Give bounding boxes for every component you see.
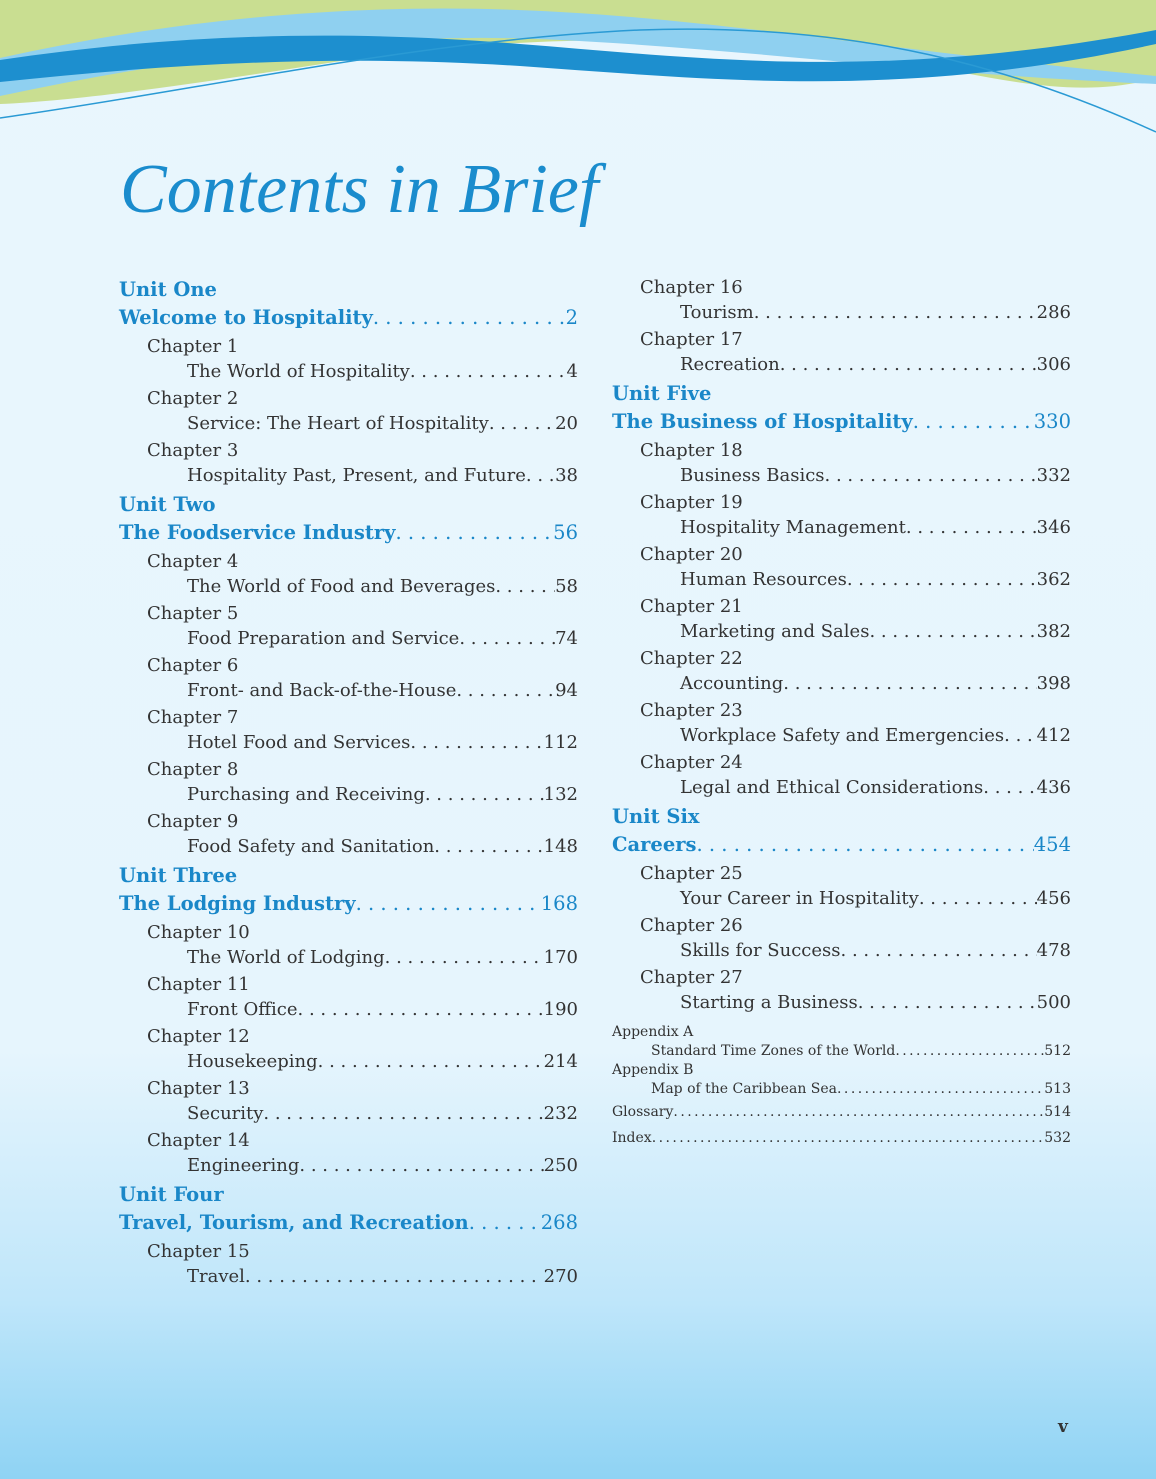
chapter-entry <box>147 758 578 807</box>
chapter-number: Chapter 2 <box>147 388 239 409</box>
dot-leader <box>906 515 1037 540</box>
entry-page-number: 346 <box>1036 517 1071 538</box>
chapter-number: Chapter 23 <box>640 700 743 721</box>
chapter-link[interactable] <box>680 775 1071 800</box>
dot-leader <box>837 1080 1044 1099</box>
chapter-entry <box>147 1025 578 1074</box>
chapter-link[interactable] <box>187 730 578 755</box>
unit-label: Unit Six <box>612 805 700 828</box>
chapter-link[interactable] <box>680 990 1071 1015</box>
entry-page-number: 514 <box>1044 1104 1071 1120</box>
chapter-entry <box>640 439 1071 488</box>
chapter-link[interactable] <box>187 574 578 599</box>
entry-title: Index <box>612 1130 652 1146</box>
entry-page-number: 382 <box>1036 621 1071 642</box>
dot-leader <box>697 831 1034 859</box>
dot-leader <box>673 1099 1044 1125</box>
unit-section <box>119 491 578 859</box>
chapter-link[interactable] <box>680 300 1071 325</box>
dot-leader <box>983 775 1036 800</box>
header-wave-banner <box>0 0 1156 140</box>
entry-page-number: 2 <box>565 306 578 329</box>
entry-page-number: 268 <box>540 1211 578 1234</box>
dot-leader <box>652 1125 1045 1151</box>
page-number: v <box>1058 1417 1068 1437</box>
entry-title: Travel <box>187 1266 245 1287</box>
chapter-number: Chapter 11 <box>147 974 250 995</box>
entry-title: Hospitality Past, Present, and Future <box>187 465 526 486</box>
entry-title: Travel, Tourism, and Recreation <box>119 1211 469 1234</box>
entry-title: Tourism <box>680 302 754 323</box>
dot-leader <box>434 834 543 859</box>
chapter-link[interactable] <box>187 1264 578 1289</box>
chapter-entry <box>147 706 578 755</box>
chapter-entry <box>640 328 1071 377</box>
dot-leader <box>869 619 1036 644</box>
entry-title: Welcome to Hospitality <box>119 306 373 329</box>
dot-leader <box>299 1153 543 1178</box>
entry-page-number: 170 <box>543 947 578 968</box>
entry-title: The Business of Hospitality <box>612 410 913 433</box>
entry-page-number: 306 <box>1036 354 1071 375</box>
chapter-entry <box>147 602 578 651</box>
chapter-number: Chapter 12 <box>147 1026 250 1047</box>
dot-leader <box>825 463 1037 488</box>
dot-leader <box>373 304 566 332</box>
entry-title: Your Career in Hospitality <box>680 888 919 909</box>
chapter-number: Chapter 5 <box>147 603 239 624</box>
entry-page-number: 190 <box>543 999 578 1020</box>
entry-page-number: 398 <box>1036 673 1071 694</box>
entry-page-number: 330 <box>1033 410 1071 433</box>
entry-title: Careers <box>612 833 697 856</box>
chapter-number: Chapter 8 <box>147 759 239 780</box>
chapter-entry <box>640 543 1071 592</box>
entry-title: Food Preparation and Service <box>187 628 460 649</box>
dot-leader <box>754 300 1037 325</box>
entry-title: Starting a Business <box>680 992 858 1013</box>
chapter-entry <box>147 921 578 970</box>
entry-page-number: 532 <box>1044 1130 1071 1146</box>
chapter-number: Chapter 10 <box>147 922 250 943</box>
entry-title: Housekeeping <box>187 1051 318 1072</box>
entry-title: Hotel Food and Services <box>187 732 411 753</box>
chapter-number: Chapter 14 <box>147 1130 250 1151</box>
chapter-number: Chapter 9 <box>147 811 239 832</box>
chapter-number: Chapter 27 <box>640 967 743 988</box>
back-matter <box>612 1023 1071 1151</box>
chapter-entry <box>147 973 578 1022</box>
chapter-entry <box>147 1129 578 1178</box>
entry-page-number: 58 <box>555 576 578 597</box>
entry-title: Accounting <box>680 673 784 694</box>
chapter-number: Chapter 7 <box>147 707 239 728</box>
dot-leader <box>410 359 567 384</box>
entry-page-number: 436 <box>1036 777 1071 798</box>
dot-leader <box>456 678 555 703</box>
chapter-link[interactable] <box>680 352 1071 377</box>
dot-leader <box>913 408 1034 436</box>
chapter-link[interactable] <box>187 834 578 859</box>
chapter-entry <box>640 751 1071 800</box>
back-matter-link[interactable] <box>612 1125 1071 1151</box>
chapter-number: Chapter 21 <box>640 596 743 617</box>
entry-page-number: 94 <box>555 680 578 701</box>
dot-leader <box>783 671 1036 696</box>
entry-title: Food Safety and Sanitation <box>187 836 435 857</box>
toc-left-column <box>119 276 578 1292</box>
chapter-link[interactable] <box>187 626 578 651</box>
entry-page-number: 232 <box>543 1103 578 1124</box>
entry-title: Skills for Success <box>680 940 841 961</box>
chapter-entry <box>147 439 578 488</box>
dot-leader <box>318 1049 544 1074</box>
unit-title-link[interactable] <box>119 519 578 547</box>
entry-page-number: 38 <box>555 465 578 486</box>
chapter-entry <box>640 595 1071 644</box>
entry-page-number: 286 <box>1036 302 1071 323</box>
dot-leader <box>356 890 541 918</box>
chapter-entry <box>147 654 578 703</box>
chapter-link[interactable] <box>187 678 578 703</box>
unit-title-link[interactable] <box>119 890 578 918</box>
entry-title: The Foodservice Industry <box>119 521 396 544</box>
continued-chapters <box>612 276 1071 377</box>
dot-leader <box>919 886 1037 911</box>
chapter-number: Chapter 16 <box>640 277 743 298</box>
entry-title: Business Basics <box>680 465 825 486</box>
unit-section <box>612 803 1071 1015</box>
chapter-entry <box>640 966 1071 1015</box>
dot-leader <box>245 1264 544 1289</box>
chapter-entry <box>640 862 1071 911</box>
chapter-number: Chapter 6 <box>147 655 239 676</box>
chapter-link[interactable] <box>187 463 578 488</box>
dot-leader <box>780 352 1037 377</box>
entry-page-number: 250 <box>543 1155 578 1176</box>
dot-leader <box>526 463 555 488</box>
entry-title: The World of Lodging <box>187 947 385 968</box>
entry-title: Map of the Caribbean Sea <box>651 1081 838 1097</box>
chapter-entry <box>640 491 1071 540</box>
chapter-number: Chapter 13 <box>147 1078 250 1099</box>
chapter-number: Chapter 22 <box>640 648 743 669</box>
chapter-number: Chapter 20 <box>640 544 743 565</box>
dot-leader <box>847 567 1037 592</box>
chapter-entry <box>640 647 1071 696</box>
entry-page-number: 74 <box>555 628 578 649</box>
dot-leader <box>1004 723 1037 748</box>
unit-label: Unit Two <box>119 493 216 516</box>
chapter-entry <box>147 335 578 384</box>
entry-title: Workplace Safety and Emergencies <box>680 725 1005 746</box>
chapter-number: Chapter 19 <box>640 492 743 513</box>
unit-title-link[interactable] <box>612 831 1071 859</box>
chapter-entry <box>640 276 1071 325</box>
chapter-link[interactable] <box>680 567 1071 592</box>
unit-label: Unit Five <box>612 382 712 405</box>
chapter-link[interactable] <box>680 619 1071 644</box>
entry-page-number: 478 <box>1036 940 1071 961</box>
chapter-link[interactable] <box>680 463 1071 488</box>
chapter-entry <box>147 810 578 859</box>
back-matter-link[interactable] <box>612 1099 1071 1125</box>
dot-leader <box>298 997 544 1022</box>
unit-title-link[interactable] <box>119 304 578 332</box>
unit-section <box>119 862 578 1178</box>
entry-page-number: 362 <box>1036 569 1071 590</box>
dot-leader <box>489 411 555 436</box>
appendix-label: Appendix A <box>612 1024 694 1040</box>
entry-title: Marketing and Sales <box>680 621 870 642</box>
chapter-number: Chapter 26 <box>640 915 743 936</box>
chapter-entry <box>147 1240 578 1289</box>
chapter-link[interactable] <box>680 723 1071 748</box>
unit-title-link[interactable] <box>612 408 1071 436</box>
entry-page-number: 132 <box>543 784 578 805</box>
chapter-entry <box>640 914 1071 963</box>
entry-page-number: 168 <box>540 892 578 915</box>
chapter-entry <box>147 1077 578 1126</box>
entry-title: Standard Time Zones of the World <box>651 1043 896 1059</box>
entry-title: Engineering <box>187 1155 300 1176</box>
chapter-link[interactable] <box>187 1153 578 1178</box>
appendix-entry <box>612 1061 1071 1099</box>
chapter-number: Chapter 3 <box>147 440 239 461</box>
entry-title: Hospitality Management <box>680 517 906 538</box>
toc-right-column <box>612 276 1071 1151</box>
entry-title: Purchasing and Receiving <box>187 784 425 805</box>
entry-title: The Lodging Industry <box>119 892 356 915</box>
chapter-link[interactable] <box>680 938 1071 963</box>
unit-label: Unit Four <box>119 1183 224 1206</box>
chapter-number: Chapter 25 <box>640 863 743 884</box>
entry-page-number: 148 <box>543 836 578 857</box>
chapter-number: Chapter 15 <box>147 1241 250 1262</box>
chapter-link[interactable] <box>187 945 578 970</box>
chapter-link[interactable] <box>187 359 578 384</box>
entry-page-number: 270 <box>543 1266 578 1287</box>
page-title: Contents in Brief <box>120 151 599 228</box>
entry-title: Front Office <box>187 999 298 1020</box>
chapter-entry <box>147 387 578 436</box>
entry-page-number: 512 <box>1044 1043 1071 1059</box>
entry-page-number: 454 <box>1033 833 1071 856</box>
chapter-link[interactable] <box>680 671 1071 696</box>
chapter-link[interactable] <box>187 1101 578 1126</box>
appendix-entry <box>612 1023 1071 1061</box>
chapter-entry <box>147 550 578 599</box>
appendix-link[interactable] <box>651 1080 1071 1099</box>
dot-leader <box>841 938 1037 963</box>
chapter-link[interactable] <box>187 782 578 807</box>
entry-title: Service: The Heart of Hospitality <box>187 413 489 434</box>
entry-title: Recreation <box>680 354 780 375</box>
entry-page-number: 214 <box>543 1051 578 1072</box>
chapter-link[interactable] <box>187 997 578 1022</box>
entry-page-number: 4 <box>566 361 578 382</box>
dot-leader <box>395 519 553 547</box>
entry-page-number: 513 <box>1044 1081 1071 1097</box>
entry-title: Front- and Back-of-the-House <box>187 680 457 701</box>
chapter-link[interactable] <box>680 515 1071 540</box>
dot-leader <box>459 626 555 651</box>
dot-leader <box>469 1209 541 1237</box>
unit-title-link[interactable] <box>119 1209 578 1237</box>
chapter-link[interactable] <box>680 886 1071 911</box>
chapter-number: Chapter 1 <box>147 336 239 357</box>
unit-section <box>612 380 1071 800</box>
entry-page-number: 20 <box>555 413 578 434</box>
entry-title: The World of Food and Beverages <box>187 576 496 597</box>
unit-label: Unit One <box>119 278 217 301</box>
entry-title: Glossary <box>612 1104 674 1120</box>
chapter-number: Chapter 4 <box>147 551 239 572</box>
chapter-link[interactable] <box>187 1049 578 1074</box>
dot-leader <box>410 730 543 755</box>
entry-title: Legal and Ethical Considerations <box>680 777 984 798</box>
dot-leader <box>895 1042 1044 1061</box>
dot-leader <box>495 574 555 599</box>
entry-title: Human Resources <box>680 569 847 590</box>
chapter-number: Chapter 18 <box>640 440 743 461</box>
entry-title: Security <box>187 1103 264 1124</box>
entry-page-number: 456 <box>1036 888 1071 909</box>
dot-leader <box>425 782 544 807</box>
entry-title: The World of Hospitality <box>187 361 410 382</box>
chapter-entry <box>640 699 1071 748</box>
entry-page-number: 112 <box>543 732 578 753</box>
entry-page-number: 412 <box>1036 725 1071 746</box>
entry-page-number: 56 <box>553 521 578 544</box>
dot-leader <box>858 990 1037 1015</box>
entry-page-number: 500 <box>1036 992 1071 1013</box>
unit-label: Unit Three <box>119 864 238 887</box>
unit-section <box>119 276 578 488</box>
dot-leader <box>385 945 544 970</box>
appendix-link[interactable] <box>651 1042 1071 1061</box>
entry-page-number: 332 <box>1036 465 1071 486</box>
dot-leader <box>263 1101 543 1126</box>
unit-section <box>119 1181 578 1289</box>
chapter-link[interactable] <box>187 411 578 436</box>
chapter-number: Chapter 24 <box>640 752 743 773</box>
chapter-number: Chapter 17 <box>640 329 743 350</box>
appendix-label: Appendix B <box>612 1062 694 1078</box>
